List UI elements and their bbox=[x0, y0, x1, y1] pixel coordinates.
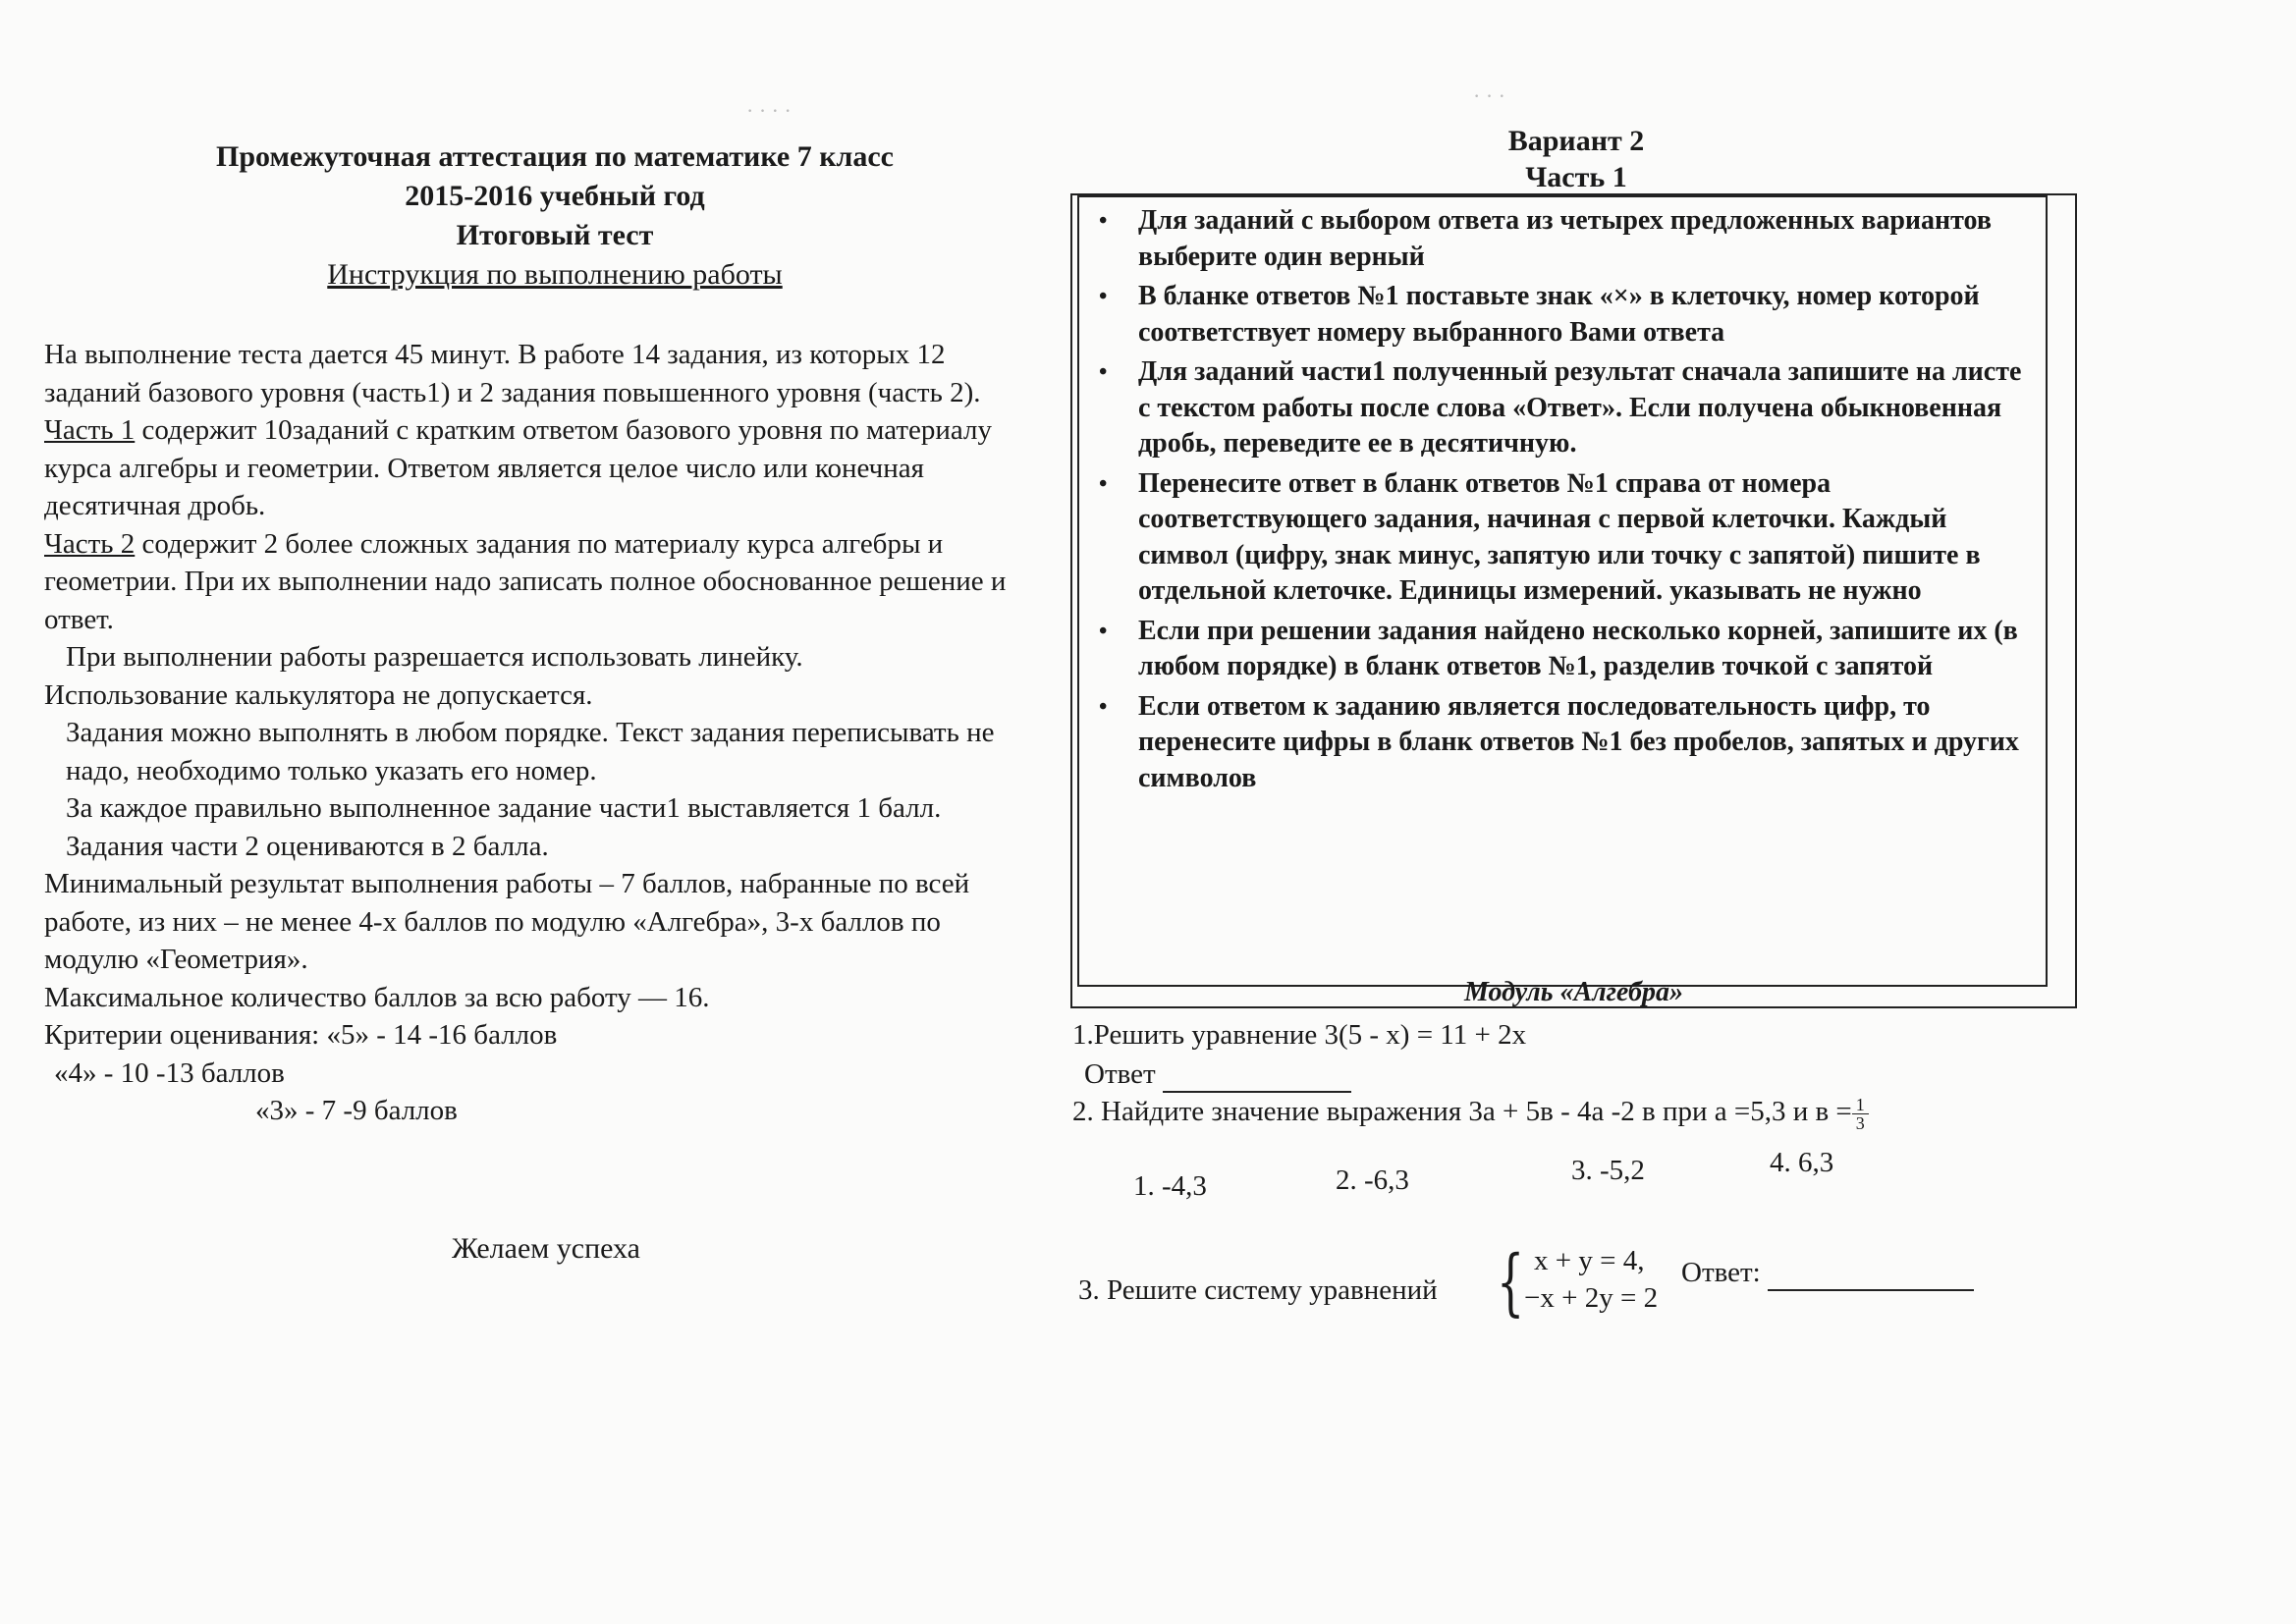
equation-2: −x + 2y = 2 bbox=[1524, 1281, 1659, 1314]
part2-label: Часть 2 bbox=[44, 527, 136, 560]
task-2-text: 2. Найдите значение выражения 3а + 5в - 4а -2 в при а =5,3 и в = bbox=[1072, 1096, 1852, 1127]
criteria-5: Критерии оценивания: «5» - 14 -16 баллов bbox=[44, 1019, 558, 1051]
closing-wish: Желаем успеха bbox=[452, 1232, 640, 1265]
instructions-heading: Инструкция по выполнению работы bbox=[327, 258, 783, 291]
answer-label: Ответ: bbox=[1681, 1256, 1761, 1288]
intro-paragraph: На выполнение теста дается 45 минут. В работе 14 задания, из которых 12 заданий базового уровня (часть1) и 2 задания повышенного уровня (часть 2). bbox=[44, 339, 981, 408]
fraction-denominator: 3 bbox=[1855, 1112, 1865, 1133]
header-block bbox=[83, 137, 1026, 295]
rules-box bbox=[1077, 195, 2048, 987]
bleed-through-mark: · · · · bbox=[746, 98, 792, 123]
fraction bbox=[1852, 1096, 1869, 1132]
fraction-numerator: 1 bbox=[1852, 1096, 1869, 1114]
task-2-choices bbox=[1072, 1146, 2082, 1209]
answer-blank[interactable] bbox=[1163, 1054, 1351, 1093]
choice-4[interactable]: 4. 6,3 bbox=[1770, 1146, 1834, 1178]
equation-system bbox=[1524, 1242, 1658, 1317]
rule-item: • Если при решении задания найдено несколько корней, запишите их (в любом порядке) в бланк ответов №1, разделив точкой с запятой bbox=[1138, 614, 2036, 685]
bleed-through-mark: · · · bbox=[1473, 83, 1505, 108]
school-year: 2015-2016 учебный год bbox=[405, 180, 705, 212]
right-page bbox=[1070, 123, 2082, 1330]
rules-list bbox=[1079, 197, 2046, 796]
tasks-section bbox=[1070, 1016, 2082, 1330]
part-label: Часть 1 bbox=[1525, 161, 1627, 193]
instructions-body bbox=[44, 336, 1026, 1130]
ruler-note: При выполнении работы разрешается использовать линейку. bbox=[66, 641, 803, 673]
rule-item: • Если ответом к заданию является последовательность цифр, то перенесите цифры в бланк ответов №1 без пробелов, запятых и других символов bbox=[1138, 689, 2036, 797]
left-page bbox=[44, 137, 1026, 1130]
variant-label: Вариант 2 bbox=[1507, 125, 1645, 157]
part1-label: Часть 1 bbox=[44, 414, 136, 446]
criteria-3: «3» - 7 -9 баллов bbox=[255, 1095, 458, 1126]
order-note: Задания можно выполнять в любом порядке. Текст задания переписывать не надо, необходимо только указать его номер. bbox=[66, 717, 995, 786]
task-3-answer bbox=[1681, 1252, 1974, 1291]
page-title: Промежуточная аттестация по математике 7 класс bbox=[216, 140, 894, 173]
part1-text: содержит 10заданий с кратким ответом базового уровня по материалу курса алгебры и геометрии. Ответом является целое число или конечная десятичная дробь. bbox=[44, 414, 992, 521]
choice-3[interactable]: 3. -5,2 bbox=[1571, 1154, 1645, 1186]
task-3-text: 3. Решите систему уравнений bbox=[1078, 1273, 1438, 1306]
test-name: Итоговый тест bbox=[456, 219, 654, 251]
rule-item: • Для заданий с выбором ответа из четырех предложенных вариантов выберите один верный bbox=[1138, 203, 2036, 275]
scoring-note: За каждое правильно выполненное задание части1 выставляется 1 балл. Задания части 2 оцениваются в 2 балла. bbox=[66, 792, 942, 862]
part2-paragraph bbox=[44, 525, 1026, 639]
choice-2[interactable]: 2. -6,3 bbox=[1336, 1164, 1409, 1196]
rules-frame bbox=[1070, 193, 2077, 1008]
task-3 bbox=[1072, 1222, 2082, 1330]
system-brace-icon: { bbox=[1497, 1239, 1525, 1325]
maximum-note: Максимальное количество баллов за всю работу — 16. bbox=[44, 981, 710, 1013]
task-2 bbox=[1072, 1093, 2082, 1132]
variant-header bbox=[1070, 123, 2082, 195]
criteria-4: «4» - 10 -13 баллов bbox=[54, 1056, 285, 1089]
rule-item: • Перенесите ответ в бланк ответов №1 справа от номера соответствующего задания, начиная с первой клеточки. Каждый символ (цифру, знак минус, запятую или точку с запятой) пишите в отдельной клеточке. Единицы измерений. указывать не нужно bbox=[1138, 466, 2036, 610]
equation-1: x + y = 4, bbox=[1534, 1244, 1645, 1276]
task-1: 1.Решить уравнение 3(5 - x) = 11 + 2x bbox=[1072, 1019, 1527, 1051]
module-heading: Модуль «Алгебра» bbox=[1464, 977, 1683, 1007]
task-1-answer bbox=[1072, 1054, 2082, 1093]
choice-1[interactable]: 1. -4,3 bbox=[1133, 1169, 1207, 1202]
rule-item: • Для заданий части1 полученный результат сначала запишите на листе с текстом работы после слова «Ответ». Если получена обыкновенная дробь, переведите ее в десятичную. bbox=[1138, 354, 2036, 462]
answer-blank[interactable] bbox=[1768, 1252, 1974, 1291]
minimum-note: Минимальный результат выполнения работы – 7 баллов, набранные по всей работе, из них – не менее 4-х баллов по модулю «Алгебра», 3-х баллов по модулю «Геометрия». bbox=[44, 868, 970, 975]
part2-text: содержит 2 более сложных задания по материалу курса алгебры и геометрии. При их выполнении надо записать полное обоснованное решение и ответ. bbox=[44, 527, 1007, 635]
answer-label: Ответ bbox=[1084, 1058, 1156, 1090]
part1-paragraph bbox=[44, 411, 1026, 525]
calculator-note: Использование калькулятора не допускается. bbox=[44, 678, 593, 711]
rule-item: • В бланке ответов №1 поставьте знак «×» в клеточку, номер которой соответствует номеру выбранного Вами ответа bbox=[1138, 279, 2036, 351]
